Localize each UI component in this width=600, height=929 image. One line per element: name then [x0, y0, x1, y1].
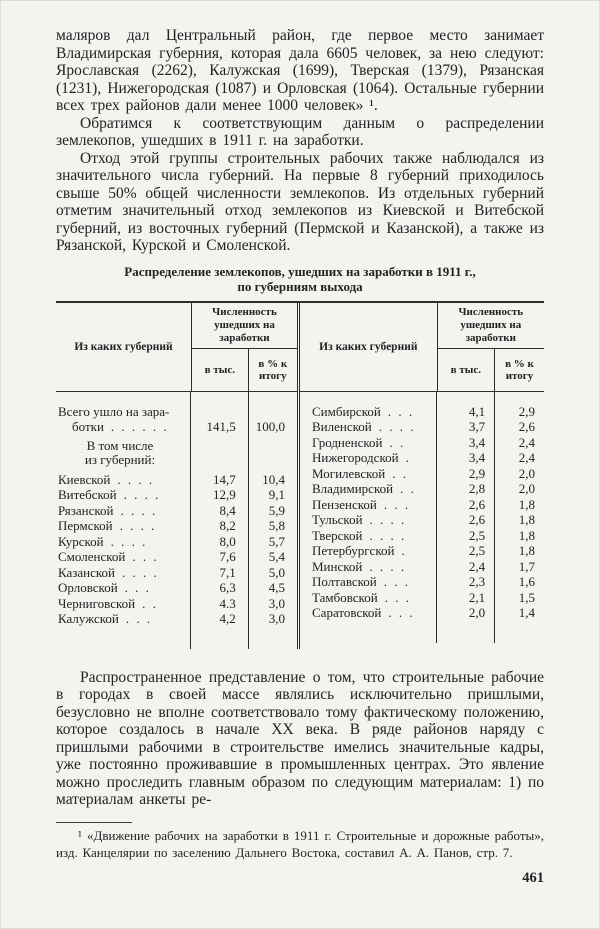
thousands-cell: 6,3	[191, 580, 249, 596]
percent-cell: 2,0	[518, 481, 535, 496]
footnote-separator	[56, 822, 132, 823]
thousands-cell: 2,0	[437, 605, 496, 621]
column-header-percent: в % к итогу	[258, 357, 288, 382]
thousands-cell: 2,3	[437, 574, 496, 590]
region-name-cell	[300, 590, 437, 606]
percent-cell: 1,8	[518, 527, 535, 543]
footnote-marker: ¹	[78, 827, 82, 843]
percent-cell: 1,8	[518, 512, 535, 527]
percent-cell: 10,4	[262, 471, 285, 487]
table-left-half	[56, 303, 300, 649]
dot-leader: . .	[392, 465, 408, 481]
column-header-thousands: в тыс.	[438, 349, 495, 391]
thousands-cell: 8,2	[191, 518, 249, 534]
spacer-row	[300, 621, 544, 643]
dot-leader: . . . .	[117, 471, 155, 487]
thousands-cell: 2,6	[437, 497, 496, 513]
region-name: Пензенской	[312, 496, 377, 512]
percent-cell: 3,0	[268, 611, 285, 626]
region-name: Виленской	[312, 419, 372, 434]
column-header-group	[191, 303, 297, 391]
dot-leader: . . . .	[123, 487, 161, 502]
thousands-cell: 2,1	[437, 590, 496, 606]
percent-cell: 4,5	[268, 580, 285, 595]
table-row	[300, 466, 544, 482]
total-label-line2: ботки . . . . . .	[72, 419, 169, 434]
thousands-cell: 4.3	[191, 596, 249, 612]
table-row	[300, 543, 544, 559]
thousands-cell: 7,1	[191, 565, 249, 581]
page-content	[1, 1, 599, 887]
region-name-cell	[56, 503, 191, 519]
region-name-cell	[56, 534, 191, 550]
dot-leader: . . . .	[378, 419, 416, 434]
region-name-cell	[300, 497, 437, 513]
table-subheading-row	[56, 435, 297, 472]
percent-cell: 1,6	[518, 574, 535, 589]
region-name: Минской	[312, 558, 363, 574]
dot-leader: .	[405, 450, 411, 465]
region-name-cell	[56, 611, 191, 627]
region-name: Саратовской	[312, 605, 382, 620]
percent-cell: 5,7	[268, 533, 285, 549]
percent-cell: 2,4	[518, 434, 535, 450]
region-name: Пермской	[58, 518, 113, 533]
subheading-line2: из губерний:	[84, 452, 156, 467]
column-header-region: Из каких губерний	[74, 340, 173, 353]
region-name-cell	[56, 518, 191, 534]
thousands-cell: 4,2	[191, 611, 249, 627]
column-header-group	[437, 303, 544, 391]
region-name-cell	[56, 580, 191, 596]
dot-leader: . . . .	[122, 564, 159, 580]
table-row	[300, 404, 544, 420]
region-name-cell	[56, 549, 191, 565]
table-title-line1: Распределение землекопов, ушедших на заработки в 1911 г.,	[124, 263, 476, 279]
spacer-row	[300, 392, 544, 404]
dot-leader: . . . . . .	[110, 419, 169, 434]
total-label-cell	[56, 404, 191, 435]
thousands-cell: 14,7	[191, 472, 249, 488]
region-name-cell	[56, 565, 191, 581]
thousands-cell: 2,5	[437, 543, 496, 559]
table-row	[56, 611, 297, 627]
percent-cell: 2,0	[518, 465, 535, 481]
region-name-cell	[300, 450, 437, 466]
region-name-cell	[300, 466, 437, 482]
percent-cell: 5,4	[268, 549, 285, 564]
table-row	[56, 503, 297, 519]
paragraph-top-1: маляров дал Центральный район, где первое место занимает Владимирская губерния, которая дала 6605 человек, за нею следуют: Ярославская (2262), Калужская (1699), Тверская (1379), Рязанская (1231), Нижегородская (1087) и Орловская (1064). Остальные губернии всех трех районов дали менее 1000 человек» ¹.	[56, 27, 544, 114]
region-name-cell	[300, 559, 437, 575]
table-row	[56, 580, 297, 596]
region-name: Казанской	[58, 564, 116, 580]
percent-cell: 3,0	[268, 595, 285, 611]
table-title	[56, 264, 544, 294]
footnote	[56, 827, 544, 861]
region-name-cell	[56, 487, 191, 503]
dot-leader: . . . .	[119, 518, 157, 533]
column-header-group-title: Численность ушедших на заработки	[438, 303, 544, 349]
table-row	[300, 605, 544, 621]
dot-leader: . . .	[384, 589, 411, 605]
total-thousands-cell: 141,5	[191, 404, 249, 435]
table-row-total	[56, 404, 297, 435]
dot-leader: . . .	[387, 403, 415, 419]
subheading-line1: В том числе	[86, 437, 154, 453]
paragraph-top-3: Отход этой группы строительных рабочих также наблюдался из значительного числа губерний. На первые 8 губерний приходилось свыше 50% общей численности землекопов. Из отдельных губерний отметим значительный отход землекопов из Киевской и Витебской губерний, из восточных губерний (Пермской и Казанской), а также из Рязанской, Курской и Смоленской.	[56, 149, 544, 254]
thousands-cell: 3,7	[437, 419, 496, 435]
region-name: Курской	[58, 533, 104, 549]
percent-cell: 5,9	[268, 502, 285, 518]
statistics-table	[56, 301, 544, 649]
region-name: Орловской	[58, 580, 118, 595]
region-name: Гродненской	[312, 434, 383, 450]
dot-leader: . .	[142, 595, 158, 611]
table-row	[56, 472, 297, 488]
table-header-left	[56, 303, 297, 392]
thousands-cell: 4,1	[437, 404, 496, 420]
region-name: Симбирской	[312, 403, 381, 419]
thousands-cell: 7,6	[191, 549, 249, 565]
column-header-region: Из каких губерний	[319, 340, 418, 353]
column-header-thousands: в тыс.	[192, 349, 249, 391]
dot-leader: . . .	[383, 574, 411, 589]
dot-leader: . . . .	[110, 533, 148, 549]
region-name: Смоленской	[58, 549, 126, 564]
region-name: Нижегородской	[312, 450, 399, 465]
region-name-cell	[56, 472, 191, 488]
region-name: Могилевской	[312, 465, 386, 481]
region-name: Тверской	[312, 527, 363, 543]
page-number: 461	[522, 869, 544, 886]
table-row	[300, 590, 544, 606]
table-row	[300, 512, 544, 528]
table-row	[300, 481, 544, 497]
thousands-cell: 2,9	[437, 466, 496, 482]
percent-cell: 2,9	[518, 403, 535, 419]
region-name: Черниговской	[58, 595, 136, 611]
table-row	[56, 534, 297, 550]
thousands-cell: 12,9	[191, 487, 249, 503]
thousands-cell: 2,4	[437, 559, 496, 575]
region-name: Тамбовской	[312, 589, 378, 605]
region-name-cell	[300, 481, 437, 497]
total-percent-cell: 100,0	[255, 419, 285, 434]
region-name-cell	[56, 596, 191, 612]
region-name: Полтавской	[312, 574, 377, 589]
table-row	[300, 497, 544, 513]
region-name-cell	[300, 605, 437, 621]
region-name: Киевской	[58, 471, 111, 487]
table-title-line2: по губерниям выхода	[237, 278, 363, 294]
percent-cell: 1,8	[518, 543, 535, 558]
dot-leader: . . .	[125, 611, 153, 626]
spacer-row	[56, 392, 297, 404]
table-body-right	[300, 392, 544, 643]
dot-leader: . .	[389, 434, 406, 450]
thousands-cell: 2,6	[437, 512, 496, 528]
thousands-cell: 3,4	[437, 435, 496, 451]
percent-cell: 2,4	[518, 450, 535, 465]
percent-cell: 2,6	[518, 419, 535, 434]
column-header-percent: в % к итогу	[505, 357, 534, 382]
dot-leader: . . .	[124, 580, 151, 595]
region-name: Владимирской	[312, 481, 394, 496]
table-row	[300, 419, 544, 435]
table-right-half	[300, 303, 544, 649]
table-row	[56, 565, 297, 581]
thousands-cell: 3,4	[437, 450, 496, 466]
percent-cell: 5,8	[268, 518, 285, 533]
region-name-cell	[300, 512, 437, 528]
table-row	[56, 487, 297, 503]
region-name: Витебской	[58, 487, 117, 502]
table-row	[56, 549, 297, 565]
dot-leader: . . .	[132, 549, 159, 564]
dot-leader: . . . .	[120, 502, 158, 518]
region-name-cell	[300, 419, 437, 435]
percent-cell: 9,1	[268, 487, 285, 502]
dot-leader: . . . .	[369, 512, 407, 527]
region-name-cell	[300, 543, 437, 559]
region-name: Калужской	[58, 611, 119, 626]
footnote-text: «Движение рабочих на заработки в 1911 г. Строительные и дорожные работы», изд. Канцелярии по заселению Дальнего Востока, составил А. А. Панов, стр. 7.	[56, 827, 545, 860]
percent-cell: 1,5	[518, 589, 535, 605]
region-name-cell	[300, 435, 437, 451]
table-header-right	[300, 303, 544, 392]
percent-cell: 1,8	[518, 496, 535, 512]
region-name: Рязанской	[58, 502, 114, 518]
percent-cell: 5,0	[268, 564, 285, 580]
paragraph-bottom: Распространенное представление о том, что строительные рабочие в городах в своей массе являлись исключительно пришлыми, безусловно не вполне соответствовало тому фактическому положению, которое создалось в начале XX века. В ряде районов наряду с пришлыми рабочими в строительстве имелись значительные кадры, уже постоянно проживавшие в промышленных центрах. Это явление можно проследить главным образом по следующим материалам: 1) по материалам анкеты ре-	[56, 668, 544, 808]
region-name-cell	[300, 404, 437, 420]
region-name: Петербургской	[312, 543, 395, 558]
table-row	[56, 518, 297, 534]
dot-leader: . .	[400, 481, 416, 496]
region-name-cell	[300, 528, 437, 544]
dot-leader: . . . .	[369, 527, 407, 543]
thousands-cell: 2,5	[437, 528, 496, 544]
total-label-line1: Всего ушло на зара-	[58, 403, 170, 419]
dot-leader: . . . .	[369, 558, 407, 574]
region-name: Тульской	[312, 512, 363, 527]
subheading-cell	[56, 435, 191, 472]
percent-cell: 1,4	[518, 605, 535, 620]
column-subheaders	[192, 349, 297, 391]
column-subheaders	[438, 349, 544, 391]
table-row	[300, 450, 544, 466]
column-header-group-title: Численность ушедших на заработки	[192, 303, 297, 349]
table-row	[300, 528, 544, 544]
table-row	[300, 574, 544, 590]
paragraph-top-2: Обратимся к соответствующим данным о распределении землекопов, ушедших в 1911 г. на заработки.	[56, 114, 544, 149]
thousands-cell: 2,8	[437, 481, 496, 497]
dot-leader: . . .	[388, 605, 415, 620]
dot-leader: . . .	[383, 496, 411, 512]
table-row	[300, 435, 544, 451]
region-name-cell	[300, 574, 437, 590]
table-row	[56, 596, 297, 612]
thousands-cell: 8,4	[191, 503, 249, 519]
table-body-left	[56, 392, 297, 649]
thousands-cell: 8,0	[191, 534, 249, 550]
percent-cell: 1,7	[518, 558, 535, 574]
spacer-row	[56, 627, 297, 649]
table-row	[300, 559, 544, 575]
dot-leader: .	[401, 543, 407, 558]
